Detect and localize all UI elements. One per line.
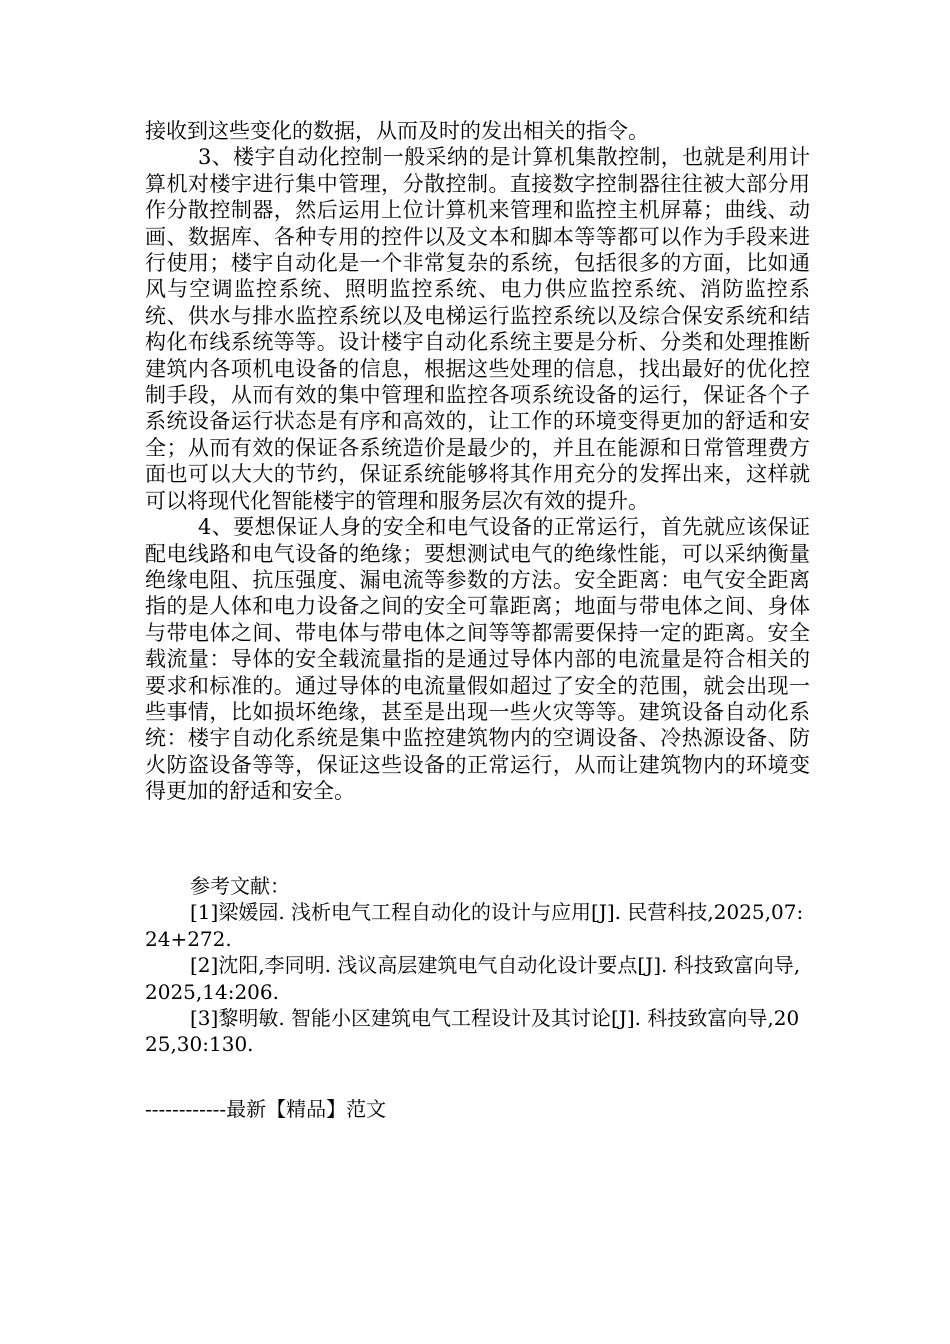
body-paragraph-building-automation: 3、楼宇自动化控制一般采纳的是计算机集散控制，也就是利用计算机对楼宇进行集中管理，分散控制。直接数字控制器往往被大部分用作分散控制器，然后运用上位计算机来管理和监控主机屏幕；曲线、动画、数据库、各种专用的控件以及文本和脚本等等都可以作为手段来进行使用；楼宇自动化是一个非常复杂的系统，包括很多的方面，比如通风与空调监控系统、照明监控系统、电力供应监控系统、消防监控系统、供水与排水监控系统以及电梯运行监控系统以及综合保安系统和结构化布线系统等等。设计楼宇自动化系统主要是分析、分类和处理推断建筑内各项机电设备的信息，根据这些处理的信息，找出最好的优化控制手段，从而有效的集中管理和监控各项系统设备的运行，保证各个子系统设备运行状态是有序和高效的，让工作的环境变得更加的舒适和安全；从而有效的保证各系统造价是最少的，并且在能源和日常管理费方面也可以大大的节约，保证系统能够将其作用充分的发挥出来，这样就可以将现代化智能楼宇的管理和服务层次有效的提升。 xyxy=(145,145,810,513)
reference-item-2: [2]沈阳,李同明. 浅议高层建筑电气自动化设计要点[J]. 科技致富向导,2025,14:206. xyxy=(145,953,801,1004)
footer-tagline: ------------最新【精品】范文 xyxy=(145,1097,387,1121)
reference-item-1: [1]梁媛园. 浅析电气工程自动化的设计与应用[J]. 民营科技,2025,07:24+272. xyxy=(145,900,804,951)
references-heading: 参考文献： xyxy=(190,874,290,898)
document-body xyxy=(145,118,810,805)
body-paragraph-electrical-safety: 4、要想保证人身的安全和电气设备的正常运行，首先就应该保证配电线路和电气设备的绝缘；要想测试电气的绝缘性能，可以采纳衡量绝缘电阻、抗压强度、漏电流等参数的方法。安全距离：电气安全距离指的是人体和电力设备之间的安全可靠距离；地面与带电体之间、身体与带电体之间、带电体与带电体之间等等都需要保持一定的距离。安全载流量：导体的安全载流量指的是通过导体内部的电流量是符合相关的要求和标准的。通过导体的电流量假如超过了安全的范围，就会出现一些事情，比如损坏绝缘，甚至是出现一些火灾等等。建筑设备自动化系统：楼宇自动化系统是集中监控建筑物内的空调设备、冷热源设备、防火防盗设备等等，保证这些设备的正常运行，从而让建筑物内的环境变得更加的舒适和安全。 xyxy=(145,515,810,804)
reference-item-3: [3]黎明敏. 智能小区建筑电气工程设计及其讨论[J]. 科技致富向导,2025,30:130. xyxy=(145,1006,800,1057)
references-section xyxy=(145,873,810,1058)
body-paragraph-continuation: 接收到这些变化的数据，从而及时的发出相关的指令。 xyxy=(145,119,649,143)
